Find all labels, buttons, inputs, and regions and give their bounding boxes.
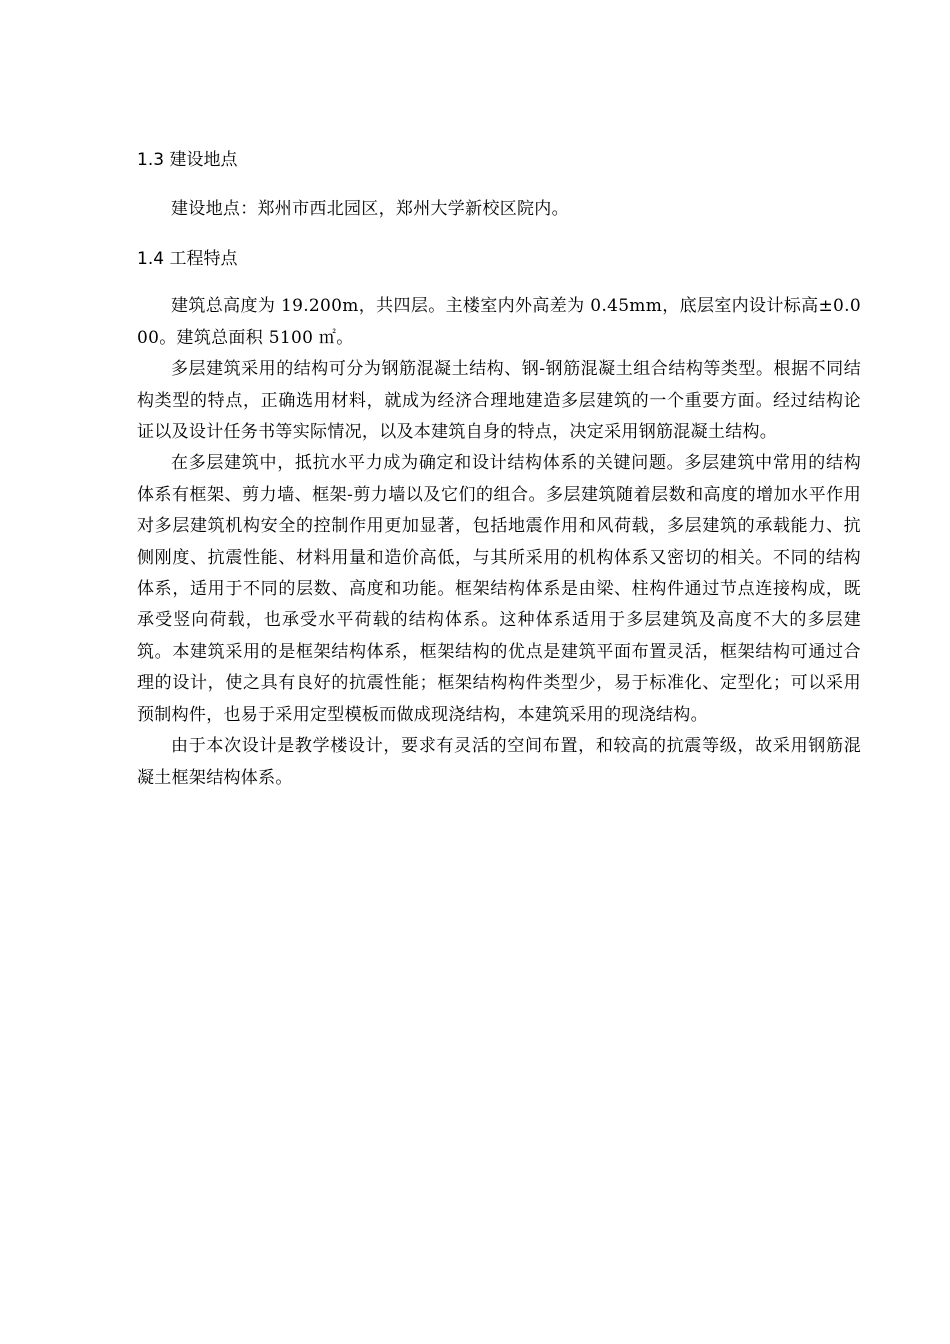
document-body: [137, 146, 861, 794]
paragraph-structure-type: 多层建筑采用的结构可分为钢筋混凝土结构、钢-钢筋混凝土组合结构等类型。根据不同结构类型的特点，正确选用材料，就成为经济合理地建造多层建筑的一个重要方面。经过结构论证以及设计任务书等实际情况，以及本建筑自身的特点，决定采用钢筋混凝土结构。: [137, 359, 861, 443]
paragraph-building-height: 建筑总高度为 19.200m，共四层。主楼室内外高差为 0.45mm，底层室内设计标高±0.000。建筑总面积 5100 ㎡。: [137, 296, 861, 348]
section-heading-1-3: 1.3 建设地点: [137, 150, 238, 170]
paragraph-site-location: 建设地点：郑州市西北园区，郑州大学新校区院内。: [171, 199, 569, 219]
paragraph-conclusion: 由于本次设计是教学楼设计，要求有灵活的空间布置，和较高的抗震等级，故采用钢筋混凝土框架结构体系。: [137, 736, 861, 788]
section-heading-1-4: 1.4 工程特点: [137, 249, 238, 270]
paragraph-structural-system: 在多层建筑中，抵抗水平力成为确定和设计结构体系的关键问题。多层建筑中常用的结构体系有框架、剪力墙、框架-剪力墙以及它们的组合。多层建筑随着层数和高度的增加水平作用对多层建筑机构安全的控制作用更加显著，包括地震作用和风荷载，多层建筑的承载能力、抗侧刚度、抗震性能、材料用量和造价高低，与其所采用的机构体系又密切的相关。不同的结构体系，适用于不同的层数、高度和功能。框架结构体系是由梁、柱构件通过节点连接构成，既承受竖向荷载，也承受水平荷载的结构体系。这种体系适用于多层建筑及高度不大的多层建筑。本建筑采用的是框架结构体系，框架结构的优点是建筑平面布置灵活，框架结构可通过合理的设计，使之具有良好的抗震性能；框架结构构件类型少，易于标准化、定型化；可以采用预制构件，也易于采用定型模板而做成现浇结构，本建筑采用的现浇结构。: [137, 453, 861, 725]
